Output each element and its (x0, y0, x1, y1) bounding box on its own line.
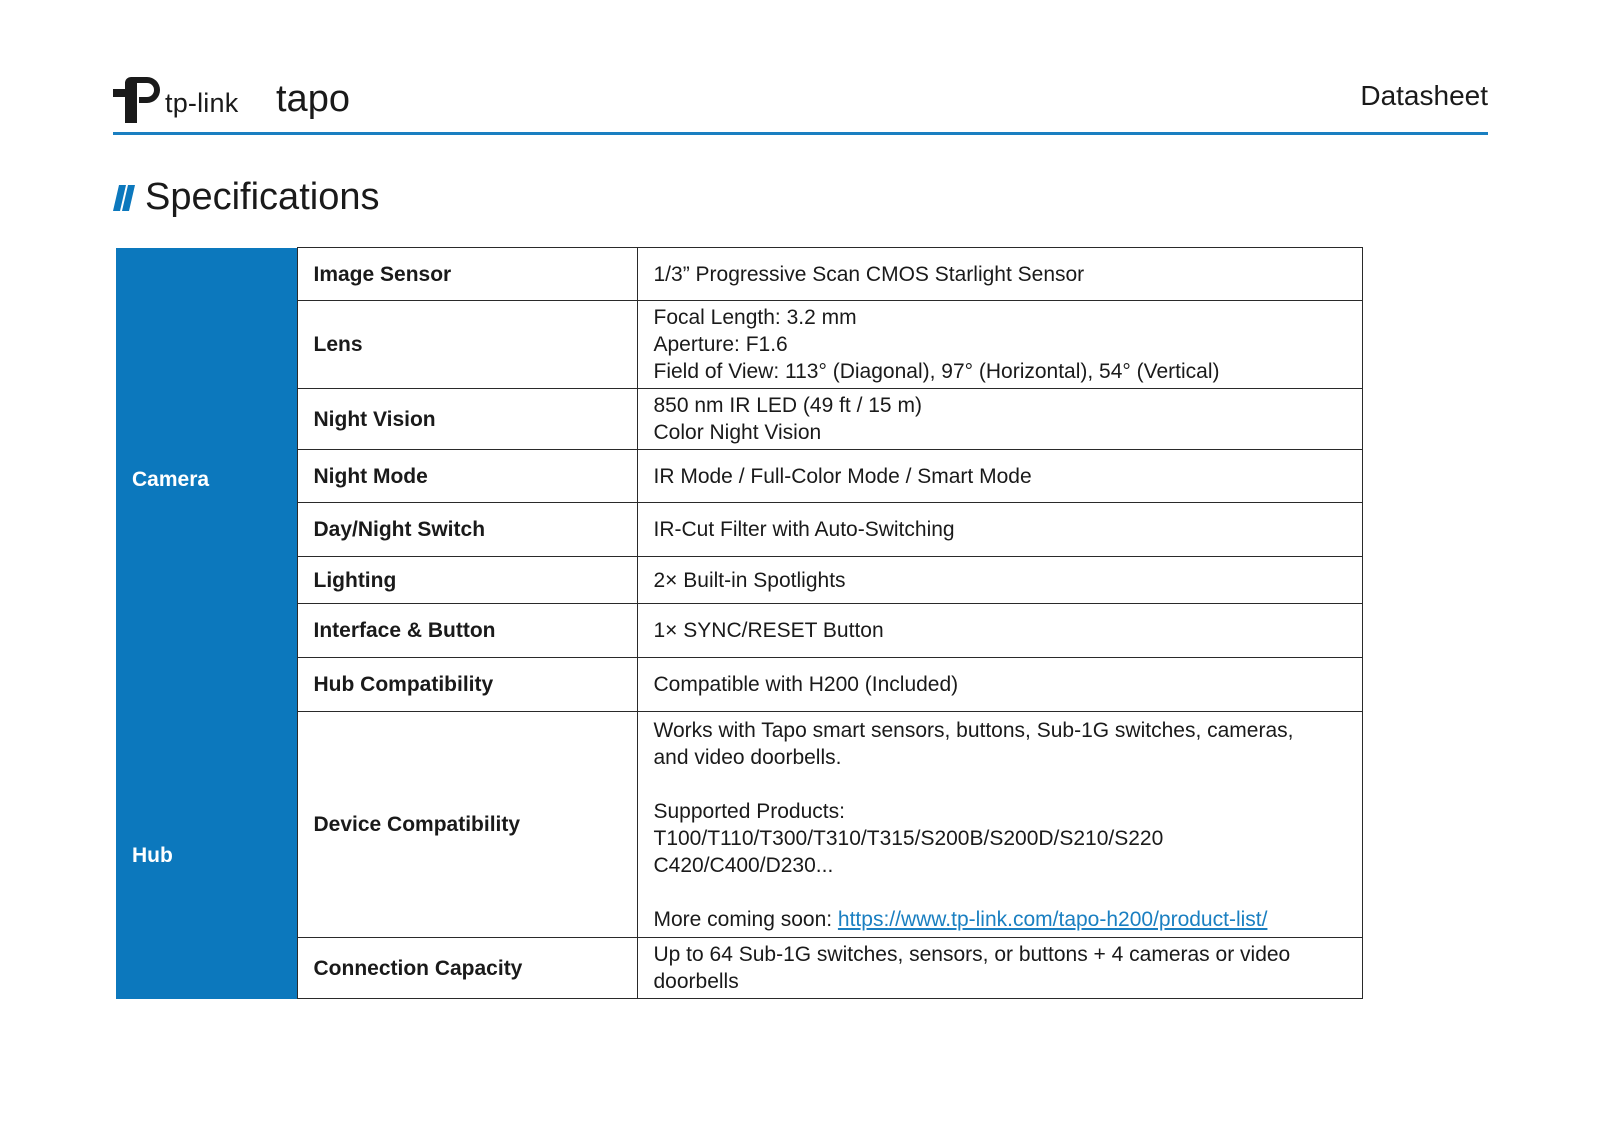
spec-key: Connection Capacity (297, 938, 637, 999)
category-camera: Camera (116, 248, 297, 712)
spec-value-line (654, 906, 1358, 933)
tp-link-mark-icon (113, 73, 161, 125)
table-row (116, 712, 1362, 938)
category-hub: Hub (116, 712, 297, 999)
spec-value-line: Up to 64 Sub-1G switches, sensors, or buttons + 4 cameras or video (653, 943, 1291, 966)
spec-value-spacer (654, 771, 1358, 798)
spec-value-line: Aperture: F1.6 (653, 333, 788, 356)
spec-value-line: 850 nm IR LED (49 ft / 15 m) (653, 394, 922, 417)
table-row (116, 503, 1362, 557)
spec-value-line: C420/C400/D230... (653, 853, 834, 877)
spec-value (637, 450, 1362, 503)
spec-value (637, 503, 1362, 557)
spec-value (637, 248, 1362, 301)
spec-key: Lens (297, 301, 637, 389)
tapo-logo: tapo (276, 78, 350, 120)
spec-key: Hub Compatibility (297, 658, 637, 712)
table-row (116, 658, 1362, 712)
spec-key: Interface & Button (297, 604, 637, 658)
document-type: Datasheet (1360, 80, 1488, 111)
spec-value-line: T100/T110/T300/T310/T315/S200B/S200D/S210/S220 (653, 826, 1164, 850)
tp-link-wordmark: tp-link (165, 87, 239, 118)
spec-value (637, 604, 1362, 658)
spec-key: Night Mode (297, 450, 637, 503)
spec-value-line: Field of View: 113° (Diagonal), 97° (Horizontal), 54° (Vertical) (653, 360, 1220, 383)
link-prefix: More coming soon: (653, 907, 838, 931)
double-slash-icon (113, 183, 137, 213)
spec-value-line: Focal Length: 3.2 mm (653, 306, 857, 329)
spec-value-line: doorbells (653, 970, 739, 993)
spec-value (637, 658, 1362, 712)
table-row (116, 604, 1362, 658)
spec-key: Day/Night Switch (297, 503, 637, 557)
spec-key: Image Sensor (297, 248, 637, 301)
spec-value-line: and video doorbells. (653, 745, 842, 769)
spec-value-line: Color Night Vision (653, 421, 822, 444)
table-row (116, 389, 1362, 450)
spec-value-spacer (654, 879, 1358, 906)
spec-value-line: Compatible with H200 (Included) (653, 673, 959, 696)
table-row (116, 938, 1362, 999)
spec-value (637, 712, 1362, 938)
spec-value-line: 1/3” Progressive Scan CMOS Starlight Sensor (653, 262, 1085, 286)
spec-key: Night Vision (297, 389, 637, 450)
spec-value (637, 301, 1362, 389)
tp-link-logo (113, 72, 238, 126)
spec-value-line: IR Mode / Full-Color Mode / Smart Mode (653, 464, 1032, 488)
table-row (116, 557, 1362, 604)
spec-value-line: IR-Cut Filter with Auto-Switching (653, 518, 955, 541)
section-heading (113, 176, 379, 219)
table-row (116, 248, 1362, 301)
spec-value-line: 2× Built-in Spotlights (653, 568, 846, 592)
spec-table (116, 247, 1363, 999)
spec-key: Device Compatibility (297, 712, 637, 938)
spec-value-line: Works with Tapo smart sensors, buttons, Sub-1G switches, cameras, (653, 718, 1294, 742)
spec-value (637, 938, 1362, 999)
spec-value (637, 557, 1362, 604)
page-header (113, 70, 1488, 135)
page-title: Specifications (145, 176, 380, 218)
spec-value-line: 1× SYNC/RESET Button (653, 619, 884, 642)
spec-value (637, 389, 1362, 450)
table-row (116, 301, 1362, 389)
table-row (116, 450, 1362, 503)
spec-key: Lighting (297, 557, 637, 604)
product-list-link[interactable]: https://www.tp-link.com/tapo-h200/product-list/ (837, 907, 1268, 931)
spec-value-line: Supported Products: (653, 799, 845, 823)
